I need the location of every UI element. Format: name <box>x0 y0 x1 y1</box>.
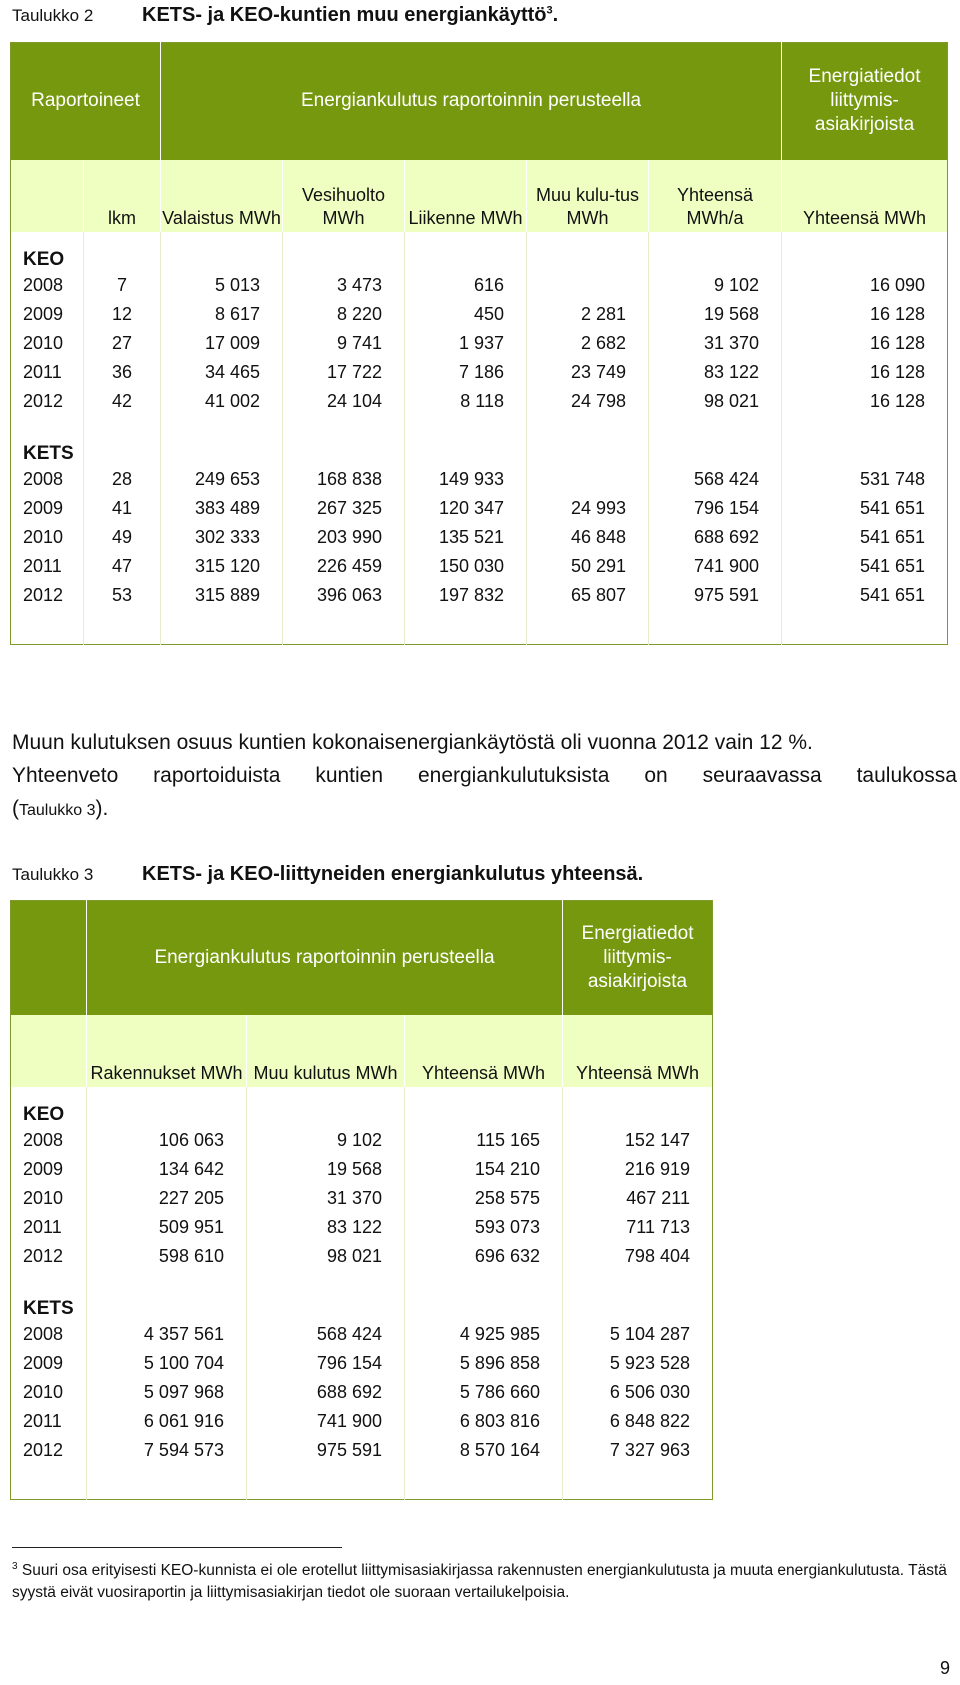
table-cell <box>649 610 782 645</box>
table-cell: 9 102 <box>649 271 782 300</box>
table-cell <box>782 610 948 645</box>
table3-header-agreement-data: Energiatiedot liittymis-asiakirjoista <box>563 901 713 1015</box>
table-cell: 46 848 <box>527 523 649 552</box>
table-cell: 6 061 916 <box>87 1407 247 1436</box>
table-cell: 249 653 <box>161 465 283 494</box>
table-cell: 2 682 <box>527 329 649 358</box>
year-cell: 2011 <box>23 555 62 576</box>
table-row <box>11 271 948 300</box>
table-row <box>11 1436 713 1465</box>
table-row <box>11 581 948 610</box>
table-cell <box>527 436 649 465</box>
table3-label: Taulukko 3 <box>12 865 94 884</box>
table-cell: 8 570 164 <box>405 1436 563 1465</box>
table-cell: 226 459 <box>283 552 405 581</box>
year-cell: 2008 <box>23 1129 64 1150</box>
table-cell: 41 <box>84 494 161 523</box>
table-cell: 31 370 <box>247 1184 405 1213</box>
table-cell: 152 147 <box>563 1126 713 1155</box>
table-cell <box>563 1097 713 1126</box>
table-cell: 302 333 <box>161 523 283 552</box>
table-row <box>11 494 948 523</box>
table-row <box>11 1320 713 1349</box>
table-cell: 8 617 <box>161 300 283 329</box>
table-cell: 31 370 <box>649 329 782 358</box>
table-cell: 2 281 <box>527 300 649 329</box>
table-cell: 4 925 985 <box>405 1320 563 1349</box>
table-cell <box>782 436 948 465</box>
year-cell: 2012 <box>23 584 64 605</box>
column-header: Yhteensä MWh <box>563 1015 713 1087</box>
year-cell: 2009 <box>23 497 64 518</box>
table-cell <box>527 242 649 271</box>
table-row <box>11 523 948 552</box>
table-cell <box>84 416 161 436</box>
table-cell: 65 807 <box>527 581 649 610</box>
header-reporters: Raportoineet <box>11 43 161 160</box>
table3-title: KETS- ja KEO-liittyneiden energiankulutus yhteensä. <box>142 863 644 885</box>
table-cell: 115 165 <box>405 1126 563 1155</box>
table-cell: 798 404 <box>563 1242 713 1271</box>
table-cell: 598 610 <box>87 1242 247 1271</box>
table-row <box>11 1378 713 1407</box>
year-cell: 2011 <box>23 1216 62 1237</box>
table-row <box>11 329 948 358</box>
table-cell: 7 327 963 <box>563 1436 713 1465</box>
table-cell: 83 122 <box>247 1213 405 1242</box>
table-cell: 9 741 <box>283 329 405 358</box>
table-cell <box>405 416 527 436</box>
group-label: KETS <box>23 442 74 464</box>
table2-title-end: . <box>552 4 559 26</box>
table-cell <box>563 1465 713 1500</box>
table-cell: 197 832 <box>405 581 527 610</box>
table-cell <box>247 1271 405 1291</box>
column-header: Muu kulu-tus MWh <box>527 160 649 232</box>
table-cell <box>161 416 283 436</box>
table-cell: 47 <box>84 552 161 581</box>
table-cell: 27 <box>84 329 161 358</box>
group-row <box>11 1291 713 1320</box>
table-row <box>11 300 948 329</box>
table-cell: 688 692 <box>649 523 782 552</box>
table-cell: 53 <box>84 581 161 610</box>
table-cell: 741 900 <box>649 552 782 581</box>
footnote-rule <box>12 1547 342 1548</box>
table-cell: 216 919 <box>563 1155 713 1184</box>
page-number: 9 <box>939 1658 950 1678</box>
table-cell <box>527 610 649 645</box>
table-cell: 50 291 <box>527 552 649 581</box>
table-cell <box>563 1291 713 1320</box>
table-cell: 396 063 <box>283 581 405 610</box>
column-header: Muu kulutus MWh <box>247 1015 405 1087</box>
table-cell: 541 651 <box>782 494 948 523</box>
table-cell <box>405 1097 563 1126</box>
table2 <box>10 42 948 645</box>
year-cell: 2010 <box>23 526 64 547</box>
table2-label: Taulukko 2 <box>12 6 94 25</box>
table-cell: 467 211 <box>563 1184 713 1213</box>
table-cell <box>782 242 948 271</box>
table-cell: 509 951 <box>87 1213 247 1242</box>
table-cell: 150 030 <box>405 552 527 581</box>
table-cell: 12 <box>84 300 161 329</box>
table-row <box>11 465 948 494</box>
table-cell: 6 506 030 <box>563 1378 713 1407</box>
table-cell: 711 713 <box>563 1213 713 1242</box>
table-cell: 49 <box>84 523 161 552</box>
year-cell: 2010 <box>23 1187 64 1208</box>
table-cell: 568 424 <box>649 465 782 494</box>
year-cell: 2012 <box>23 1245 64 1266</box>
table-cell: 227 205 <box>87 1184 247 1213</box>
table-cell: 9 102 <box>247 1126 405 1155</box>
year-cell: 2012 <box>23 1439 64 1460</box>
table-cell: 28 <box>84 465 161 494</box>
table3-header-consumption: Energiankulutus raportoinnin perusteella <box>87 901 563 1015</box>
table-cell <box>283 416 405 436</box>
table-cell <box>283 242 405 271</box>
table-cell <box>11 416 84 436</box>
table-cell: 5 013 <box>161 271 283 300</box>
table-cell: 6 803 816 <box>405 1407 563 1436</box>
table-cell: 168 838 <box>283 465 405 494</box>
year-cell: 2009 <box>23 1158 64 1179</box>
table-cell <box>11 1271 87 1291</box>
column-header: Vesihuolto MWh <box>283 160 405 232</box>
table-cell: 5 923 528 <box>563 1349 713 1378</box>
column-header: Valaistus MWh <box>161 160 283 232</box>
footnote <box>12 1556 952 1604</box>
table-row <box>11 1155 713 1184</box>
table-cell: 315 120 <box>161 552 283 581</box>
group-label: KETS <box>23 1297 74 1319</box>
table-cell <box>649 416 782 436</box>
table-cell: 16 128 <box>782 358 948 387</box>
group-spacer <box>11 610 948 645</box>
paren-close: ). <box>95 797 109 820</box>
column-header: Rakennukset MWh <box>87 1015 247 1087</box>
table-cell: 541 651 <box>782 552 948 581</box>
table-cell: 383 489 <box>161 494 283 523</box>
table-cell: 42 <box>84 387 161 416</box>
table-cell: 154 210 <box>405 1155 563 1184</box>
table-cell: 5 786 660 <box>405 1378 563 1407</box>
table-cell: 688 692 <box>247 1378 405 1407</box>
column-header <box>11 1015 87 1087</box>
table-cell: 83 122 <box>649 358 782 387</box>
table-cell <box>11 610 84 645</box>
table-cell: 450 <box>405 300 527 329</box>
table2-title-text: KETS- ja KEO-kuntien muu energiankäyttö <box>142 4 547 26</box>
table-cell: 16 128 <box>782 387 948 416</box>
table-cell <box>247 1097 405 1126</box>
table-cell: 6 848 822 <box>563 1407 713 1436</box>
group-spacer <box>11 1271 713 1291</box>
table-cell: 17 722 <box>283 358 405 387</box>
table-cell: 258 575 <box>405 1184 563 1213</box>
table-cell: 19 568 <box>649 300 782 329</box>
year-cell: 2011 <box>23 361 62 382</box>
table-cell: 203 990 <box>283 523 405 552</box>
table-cell: 315 889 <box>161 581 283 610</box>
table-cell <box>247 1291 405 1320</box>
table-cell <box>563 1271 713 1291</box>
table-cell <box>649 436 782 465</box>
table-cell: 98 021 <box>247 1242 405 1271</box>
column-header: Liikenne MWh <box>405 160 527 232</box>
table-cell: 796 154 <box>649 494 782 523</box>
table-cell: 106 063 <box>87 1126 247 1155</box>
table-cell: 16 128 <box>782 329 948 358</box>
table-cell <box>405 1465 563 1500</box>
year-cell: 2008 <box>23 1323 64 1344</box>
paragraph-line-3 <box>12 792 957 827</box>
group-row <box>11 1097 713 1126</box>
table-cell <box>527 465 649 494</box>
table2-title-footnote-ref: 3 <box>546 4 553 17</box>
table-cell: 19 568 <box>247 1155 405 1184</box>
group-label: KEO <box>23 1103 65 1125</box>
table-cell: 24 104 <box>283 387 405 416</box>
table-cell: 135 521 <box>405 523 527 552</box>
table-cell: 741 900 <box>247 1407 405 1436</box>
table-cell: 17 009 <box>161 329 283 358</box>
group-label: KEO <box>23 248 65 270</box>
table-cell: 541 651 <box>782 581 948 610</box>
table-cell <box>405 1271 563 1291</box>
table-cell: 8 118 <box>405 387 527 416</box>
header-consumption: Energiankulutus raportoinnin perusteella <box>161 43 782 160</box>
table-cell <box>782 416 948 436</box>
table-cell: 975 591 <box>247 1436 405 1465</box>
group-spacer <box>11 1465 713 1500</box>
table-cell <box>87 1465 247 1500</box>
table-cell: 23 749 <box>527 358 649 387</box>
table-cell <box>527 271 649 300</box>
table-row <box>11 1184 713 1213</box>
year-cell: 2008 <box>23 274 64 295</box>
footnote-mark: 3 <box>12 1561 18 1572</box>
table-cell: 541 651 <box>782 523 948 552</box>
column-header: Yhteensä MWh/a <box>649 160 782 232</box>
table2-title <box>142 4 558 27</box>
table-cell <box>247 1465 405 1500</box>
year-cell: 2009 <box>23 1352 64 1373</box>
paragraph-line-1: Muun kulutuksen osuus kuntien kokonaisenergiankäytöstä oli vuonna 2012 vain 12 %. <box>12 731 813 754</box>
table3-reference: Taulukko 3 <box>19 802 96 819</box>
table-cell <box>161 242 283 271</box>
table-row <box>11 1126 713 1155</box>
table-cell <box>11 1465 87 1500</box>
table-cell: 975 591 <box>649 581 782 610</box>
group-row <box>11 436 948 465</box>
table-cell: 149 933 <box>405 465 527 494</box>
table-cell <box>84 436 161 465</box>
table-cell <box>405 242 527 271</box>
year-cell: 2010 <box>23 332 64 353</box>
table-cell <box>161 610 283 645</box>
table-row <box>11 552 948 581</box>
table-cell: 1 937 <box>405 329 527 358</box>
table-cell <box>161 436 283 465</box>
table-cell: 5 100 704 <box>87 1349 247 1378</box>
table-cell: 267 325 <box>283 494 405 523</box>
table-cell: 5 104 287 <box>563 1320 713 1349</box>
summary-paragraph <box>12 726 957 827</box>
table-cell <box>405 1291 563 1320</box>
table-cell: 796 154 <box>247 1349 405 1378</box>
table-row <box>11 1407 713 1436</box>
table-cell <box>405 436 527 465</box>
table-cell: 568 424 <box>247 1320 405 1349</box>
footnote-text: Suuri osa erityisesti KEO-kunnista ei ole erotellut liittymisasiakirjassa rakennusten energiankulutusta ja muuta energiankulutusta. Tästä syystä eivät vuosiraportin ja liittymisasiakirjan tiedot ole suoraan vertailukelpoisia. <box>12 1562 947 1602</box>
year-cell: 2008 <box>23 468 64 489</box>
paragraph-line-2: Yhteenveto raportoiduista kuntien energiankulutuksista on seuraavassa taulukossa <box>12 764 957 787</box>
year-cell: 2011 <box>23 1410 62 1431</box>
table-cell: 120 347 <box>405 494 527 523</box>
table-cell: 7 594 573 <box>87 1436 247 1465</box>
table-cell <box>87 1097 247 1126</box>
header-agreement-data: Energiatiedot liittymis-asiakirjoista <box>782 43 948 160</box>
group-row <box>11 242 948 271</box>
table-cell <box>87 1271 247 1291</box>
table-cell <box>649 242 782 271</box>
column-header: Yhteensä MWh <box>782 160 948 232</box>
table-cell: 24 798 <box>527 387 649 416</box>
table-row <box>11 1213 713 1242</box>
table-cell: 616 <box>405 271 527 300</box>
table3 <box>10 900 713 1500</box>
table-cell: 41 002 <box>161 387 283 416</box>
table-cell: 696 632 <box>405 1242 563 1271</box>
table-cell: 134 642 <box>87 1155 247 1184</box>
group-spacer <box>11 416 948 436</box>
table-cell <box>405 610 527 645</box>
table-cell <box>283 436 405 465</box>
table-cell: 531 748 <box>782 465 948 494</box>
table-cell <box>84 610 161 645</box>
column-header: Yhteensä MWh <box>405 1015 563 1087</box>
table-cell: 7 186 <box>405 358 527 387</box>
table-cell: 16 090 <box>782 271 948 300</box>
year-cell: 2009 <box>23 303 64 324</box>
table-cell: 3 473 <box>283 271 405 300</box>
table-row <box>11 358 948 387</box>
table-cell: 593 073 <box>405 1213 563 1242</box>
table-cell <box>527 416 649 436</box>
table-cell <box>283 610 405 645</box>
column-header: lkm <box>84 160 161 232</box>
paren-open: ( <box>12 797 19 820</box>
year-cell: 2010 <box>23 1381 64 1402</box>
table-cell: 4 357 561 <box>87 1320 247 1349</box>
column-header <box>11 160 84 232</box>
table-cell: 24 993 <box>527 494 649 523</box>
year-cell: 2012 <box>23 390 64 411</box>
table-row <box>11 1242 713 1271</box>
table-cell: 16 128 <box>782 300 948 329</box>
table-cell: 7 <box>84 271 161 300</box>
table-cell: 5 896 858 <box>405 1349 563 1378</box>
table-cell: 8 220 <box>283 300 405 329</box>
table-cell: 98 021 <box>649 387 782 416</box>
table-row <box>11 1349 713 1378</box>
table-cell: 34 465 <box>161 358 283 387</box>
table-cell: 5 097 968 <box>87 1378 247 1407</box>
table-cell <box>87 1291 247 1320</box>
table-cell <box>84 242 161 271</box>
table-row <box>11 387 948 416</box>
table-cell: 36 <box>84 358 161 387</box>
